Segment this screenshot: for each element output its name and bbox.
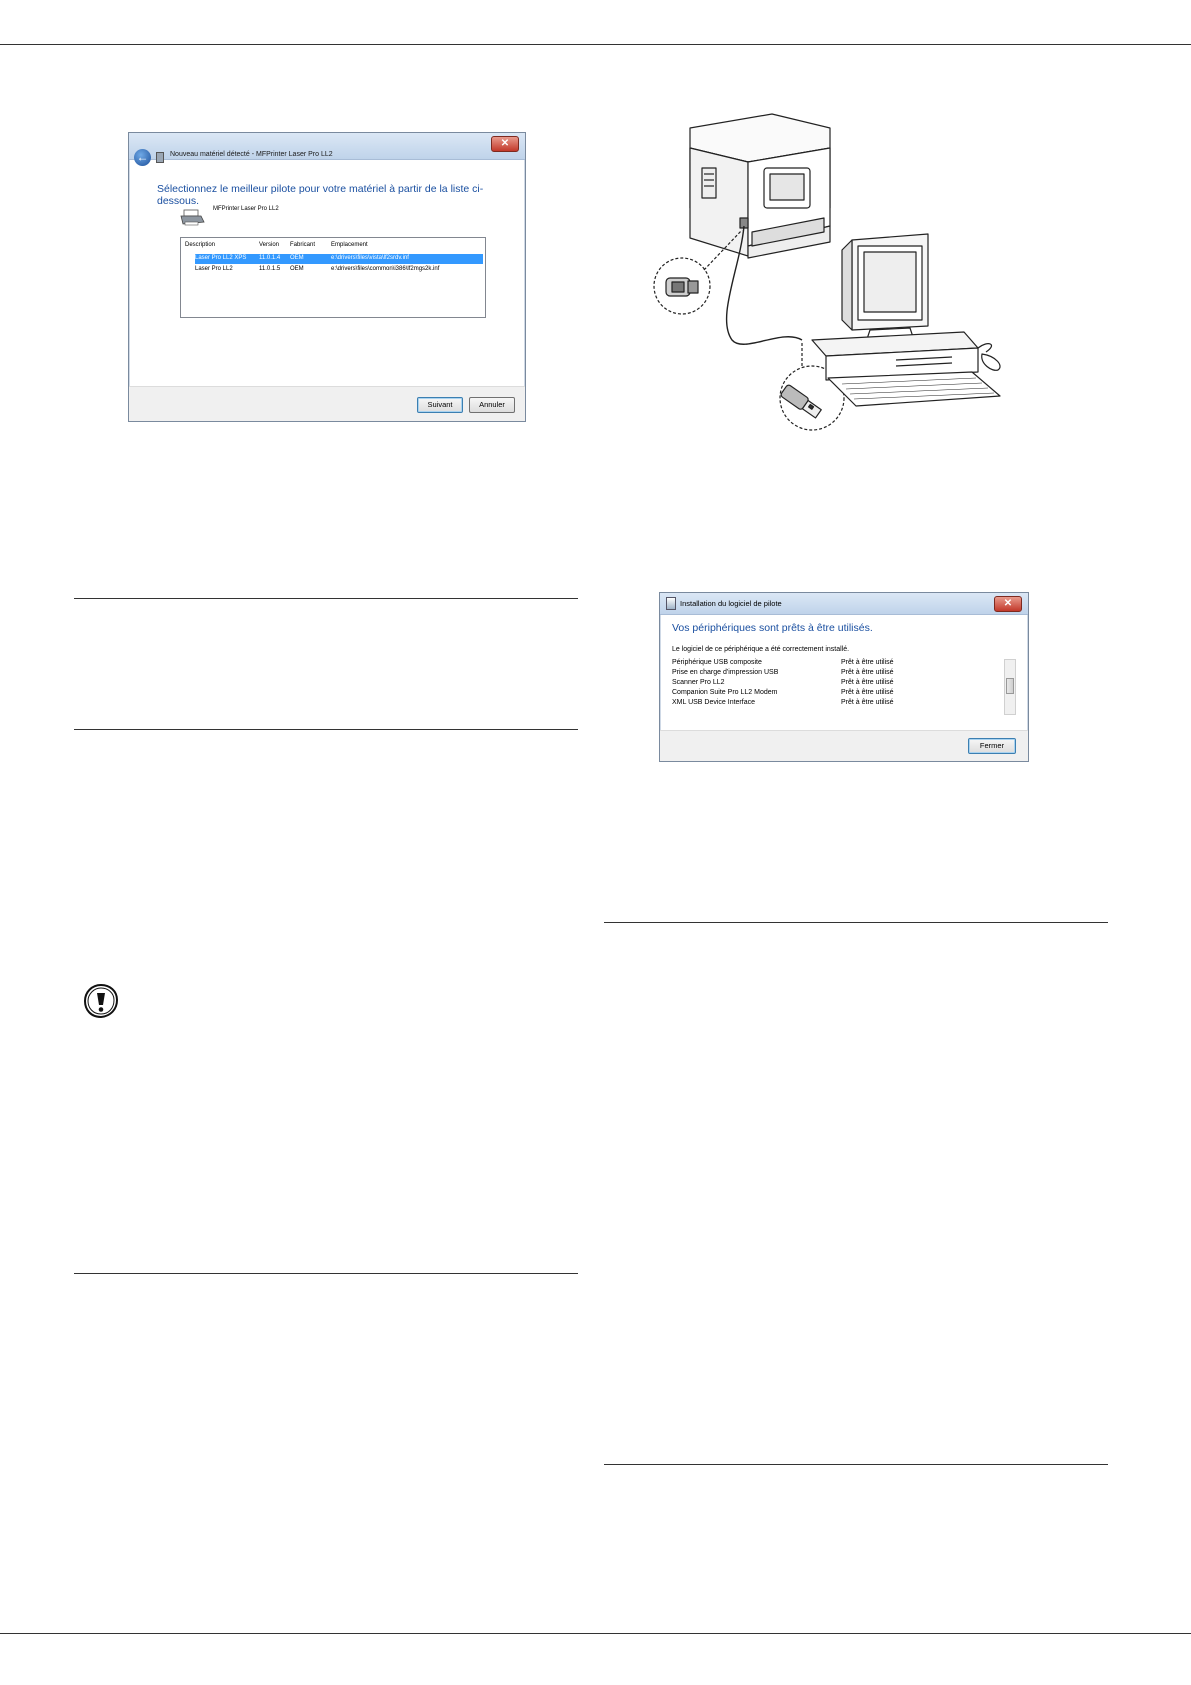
column-header[interactable]: Version [259,242,280,248]
title-bar [660,593,1028,615]
column-header[interactable]: Emplacement [331,242,368,248]
driver-list[interactable] [180,237,486,318]
section-rule [74,598,578,599]
close-button[interactable]: Fermer [968,738,1016,754]
usb-connection-illustration [652,108,1052,454]
back-arrow-icon[interactable]: ← [134,149,151,166]
scroll-thumb[interactable] [1006,678,1014,694]
driver-selection-dialog [128,132,526,422]
device-status: Prêt à être utilisé [841,699,894,706]
keyboard-drawing [828,372,1000,406]
top-rule [0,44,1191,45]
monitor-drawing [842,234,928,342]
driver-installed-dialog [659,592,1029,762]
dialog-heading: Vos périphériques sont prêts à être utilisés. [672,622,873,634]
device-status: Prêt à être utilisé [841,659,894,666]
bottom-rule [0,1633,1191,1634]
dialog-title: Nouveau matériel détecté - MFPrinter Laser Pro LL2 [170,151,333,158]
printer-drawing [690,114,830,258]
dialog-heading: Sélectionnez le meilleur pilote pour votre matériel à partir de la liste ci-dessous. [157,183,484,207]
device-status: Prêt à être utilisé [841,669,894,676]
mouse-drawing [982,354,1000,370]
scrollbar[interactable] [1004,659,1016,715]
device-name: MFPrinter Laser Pro LL2 [213,206,279,212]
warning-exclamation-icon [84,984,118,1018]
driver-row[interactable] [195,254,483,264]
driver-version: 11.0.1.5 [259,266,281,272]
column-header[interactable]: Description [185,242,216,248]
printer-icon [179,209,205,227]
next-button[interactable]: Suivant [417,397,463,413]
dialog-subtitle: Le logiciel de ce périphérique a été correctement installé. [672,646,850,653]
dialog-footer [129,386,525,421]
device-name: XML USB Device Interface [672,699,755,706]
driver-version: 11.0.1.4 [259,255,281,261]
section-rule [604,1464,1108,1465]
column-header[interactable]: Fabricant [290,242,316,248]
cancel-button[interactable]: Annuler [469,397,515,413]
section-rule [74,1273,578,1274]
installer-icon [666,597,676,610]
device-status: Prêt à être utilisé [841,679,894,686]
usb-b-connector [666,278,698,296]
device-name: Companion Suite Pro LL2 Modem [672,689,778,696]
dialog-footer [660,730,1028,761]
section-rule [604,922,1108,923]
driver-description: Laser Pro LL2 XPS [195,255,247,261]
device-status: Prêt à être utilisé [841,689,894,696]
driver-manufacturer: OEM [290,255,304,261]
driver-row[interactable] [195,265,483,275]
close-icon[interactable]: ✕ [491,136,519,152]
driver-manufacturer: OEM [290,266,304,272]
device-name: Prise en charge d'impression USB [672,669,779,676]
section-rule [74,729,578,730]
hardware-icon [156,152,164,163]
device-name: Périphérique USB composite [672,659,762,666]
close-icon[interactable]: ✕ [994,596,1022,612]
dialog-title: Installation du logiciel de pilote [680,599,782,608]
driver-location: e:\drivers\files\common\i386\lf2mgs2k.inf [331,266,440,272]
driver-location: e:\drivers\files\vista\lf2srdv.inf [331,255,409,261]
driver-description: Laser Pro LL2 [195,266,233,272]
device-name: Scanner Pro LL2 [672,679,725,686]
